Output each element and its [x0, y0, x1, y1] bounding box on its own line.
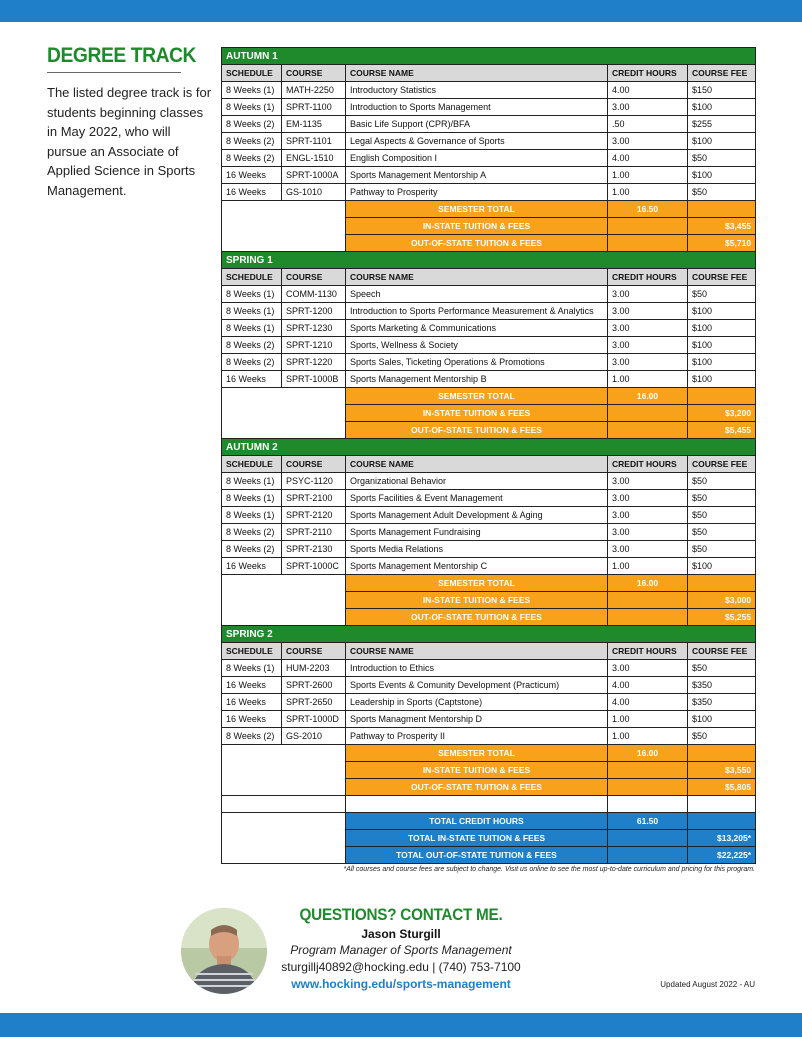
column-header-credits: CREDIT HOURS: [608, 456, 688, 473]
in-state-value: $3,455: [688, 218, 756, 235]
course-row: [222, 490, 756, 507]
course-row: [222, 694, 756, 711]
semester-title: AUTUMN 2: [222, 439, 756, 456]
spacer-row: [222, 796, 756, 813]
in-state-label: IN-STATE TUITION & FEES: [346, 762, 608, 779]
course-fee: $50: [688, 507, 756, 524]
column-header-schedule: SCHEDULE: [222, 269, 282, 286]
column-header-row: [222, 643, 756, 660]
course-schedule: 8 Weeks (1): [222, 507, 282, 524]
degree-track-table: [221, 47, 756, 864]
course-name: Introductory Statistics: [346, 82, 608, 99]
out-state-empty: [608, 422, 688, 439]
course-schedule: 8 Weeks (1): [222, 303, 282, 320]
blank-cell: [222, 388, 346, 439]
contact-name: Jason Sturgill: [361, 927, 441, 941]
out-state-label: OUT-OF-STATE TUITION & FEES: [346, 235, 608, 252]
course-row: [222, 541, 756, 558]
course-course: SPRT-1000C: [282, 558, 346, 575]
semester-total-row: [222, 575, 756, 592]
course-fee: $50: [688, 473, 756, 490]
course-course: SPRT-1101: [282, 133, 346, 150]
semester-total-empty: [688, 575, 756, 592]
blank-cell: [222, 745, 346, 796]
semester-total-row: [222, 388, 756, 405]
in-state-label: IN-STATE TUITION & FEES: [346, 218, 608, 235]
course-name: Pathway to Prosperity II: [346, 728, 608, 745]
course-name: Sports Events & Comunity Development (Practicum): [346, 677, 608, 694]
course-schedule: 8 Weeks (2): [222, 116, 282, 133]
course-name: Introduction to Sports Management: [346, 99, 608, 116]
course-course: SPRT-1000D: [282, 711, 346, 728]
course-name: Sports Marketing & Communications: [346, 320, 608, 337]
course-schedule: 16 Weeks: [222, 371, 282, 388]
course-course: SPRT-1000B: [282, 371, 346, 388]
course-course: SPRT-1230: [282, 320, 346, 337]
contact-block: [276, 905, 526, 991]
course-row: [222, 660, 756, 677]
course-name: Sports Management Mentorship C: [346, 558, 608, 575]
course-fee: $50: [688, 660, 756, 677]
total-out-state-empty: [608, 847, 688, 864]
column-header-fee: COURSE FEE: [688, 456, 756, 473]
course-row: [222, 320, 756, 337]
out-state-value: $5,455: [688, 422, 756, 439]
total-out-state-value: $22,225*: [688, 847, 756, 864]
course-row: [222, 337, 756, 354]
course-course: PSYC-1120: [282, 473, 346, 490]
course-schedule: 8 Weeks (1): [222, 82, 282, 99]
in-state-value: $3,200: [688, 405, 756, 422]
total-in-state-empty: [608, 830, 688, 847]
course-course: SPRT-1200: [282, 303, 346, 320]
semester-total-label: SEMESTER TOTAL: [346, 201, 608, 218]
course-course: ENGL-1510: [282, 150, 346, 167]
course-course: HUM-2203: [282, 660, 346, 677]
course-fee: $50: [688, 541, 756, 558]
spacer-cell: [608, 796, 688, 813]
course-course: SPRT-1220: [282, 354, 346, 371]
course-credits: 1.00: [608, 558, 688, 575]
course-name: Sports Facilities & Event Management: [346, 490, 608, 507]
course-course: SPRT-2110: [282, 524, 346, 541]
course-fee: $50: [688, 490, 756, 507]
course-schedule: 8 Weeks (1): [222, 99, 282, 116]
out-state-value: $5,710: [688, 235, 756, 252]
course-course: GS-1010: [282, 184, 346, 201]
course-row: [222, 524, 756, 541]
course-schedule: 8 Weeks (1): [222, 320, 282, 337]
course-schedule: 8 Weeks (1): [222, 473, 282, 490]
column-header-credits: CREDIT HOURS: [608, 643, 688, 660]
spacer-cell: [222, 796, 346, 813]
course-row: [222, 99, 756, 116]
course-schedule: 8 Weeks (1): [222, 490, 282, 507]
column-header-course: COURSE: [282, 65, 346, 82]
contact-photo: [181, 908, 267, 994]
column-header-name: COURSE NAME: [346, 65, 608, 82]
in-state-label: IN-STATE TUITION & FEES: [346, 405, 608, 422]
sidebar: [47, 44, 212, 200]
semester-total-label: SEMESTER TOTAL: [346, 745, 608, 762]
semester-header: [222, 439, 756, 456]
semester-total-value: 16.00: [608, 575, 688, 592]
total-credit-label: TOTAL CREDIT HOURS: [346, 813, 608, 830]
course-schedule: 8 Weeks (1): [222, 660, 282, 677]
semester-total-value: 16.50: [608, 201, 688, 218]
course-fee: $50: [688, 524, 756, 541]
course-name: Pathway to Prosperity: [346, 184, 608, 201]
updated-note: Updated August 2022 - AU: [660, 980, 755, 989]
course-course: SPRT-2130: [282, 541, 346, 558]
bottom-banner: [0, 1013, 802, 1037]
course-fee: $50: [688, 184, 756, 201]
column-header-credits: CREDIT HOURS: [608, 65, 688, 82]
out-state-value: $5,255: [688, 609, 756, 626]
semester-total-label: SEMESTER TOTAL: [346, 575, 608, 592]
in-state-label: IN-STATE TUITION & FEES: [346, 592, 608, 609]
semester-title: SPRING 2: [222, 626, 756, 643]
course-fee: $50: [688, 728, 756, 745]
contact-email-phone[interactable]: sturgillj40892@hocking.edu | (740) 753-7100: [281, 960, 521, 974]
course-fee: $100: [688, 99, 756, 116]
semester-total-value: 16.00: [608, 388, 688, 405]
course-name: Organizational Behavior: [346, 473, 608, 490]
contact-website-link[interactable]: www.hocking.edu/sports-management: [291, 977, 511, 991]
course-row: [222, 558, 756, 575]
course-schedule: 8 Weeks (2): [222, 133, 282, 150]
semester-title: AUTUMN 1: [222, 48, 756, 65]
course-credits: 1.00: [608, 371, 688, 388]
course-credits: 3.00: [608, 99, 688, 116]
course-credits: 4.00: [608, 677, 688, 694]
course-name: Speech: [346, 286, 608, 303]
top-banner: [0, 0, 802, 22]
course-name: Basic Life Support (CPR)/BFA: [346, 116, 608, 133]
total-in-state-value: $13,205*: [688, 830, 756, 847]
page-title: DEGREE TRACK: [47, 44, 197, 67]
semester-title: SPRING 1: [222, 252, 756, 269]
title-divider: [47, 72, 181, 73]
course-schedule: 16 Weeks: [222, 694, 282, 711]
course-fee: $50: [688, 286, 756, 303]
course-row: [222, 184, 756, 201]
course-name: Sports Management Mentorship A: [346, 167, 608, 184]
course-row: [222, 303, 756, 320]
course-course: SPRT-1210: [282, 337, 346, 354]
course-name: Legal Aspects & Governance of Sports: [346, 133, 608, 150]
course-row: [222, 133, 756, 150]
course-name: Introduction to Sports Performance Measurement & Analytics: [346, 303, 608, 320]
footnote: *All courses and course fees are subject to change. Visit us online to see the most up-to-date curriculum and pricing for this program.: [343, 866, 755, 873]
course-schedule: 8 Weeks (2): [222, 354, 282, 371]
course-row: [222, 711, 756, 728]
column-header-fee: COURSE FEE: [688, 643, 756, 660]
course-fee: $350: [688, 694, 756, 711]
course-schedule: 16 Weeks: [222, 167, 282, 184]
course-schedule: 8 Weeks (1): [222, 286, 282, 303]
course-credits: .50: [608, 116, 688, 133]
course-row: [222, 167, 756, 184]
course-name: Sports Sales, Ticketing Operations & Promotions: [346, 354, 608, 371]
blank-cell: [222, 575, 346, 626]
course-credits: 4.00: [608, 150, 688, 167]
spacer-cell: [346, 796, 608, 813]
course-credits: 3.00: [608, 660, 688, 677]
out-state-empty: [608, 609, 688, 626]
course-schedule: 16 Weeks: [222, 184, 282, 201]
course-credits: 1.00: [608, 711, 688, 728]
course-credits: 3.00: [608, 133, 688, 150]
total-credit-row: [222, 813, 756, 830]
course-name: Leadership in Sports (Captstone): [346, 694, 608, 711]
course-schedule: 16 Weeks: [222, 558, 282, 575]
course-fee: $100: [688, 320, 756, 337]
course-credits: 4.00: [608, 82, 688, 99]
column-header-schedule: SCHEDULE: [222, 65, 282, 82]
contact-title: QUESTIONS? CONTACT ME.: [299, 905, 503, 924]
column-header-row: [222, 269, 756, 286]
course-fee: $100: [688, 711, 756, 728]
course-credits: 3.00: [608, 490, 688, 507]
course-fee: $100: [688, 354, 756, 371]
course-course: SPRT-2600: [282, 677, 346, 694]
course-row: [222, 354, 756, 371]
course-schedule: 16 Weeks: [222, 711, 282, 728]
course-credits: 3.00: [608, 303, 688, 320]
course-schedule: 8 Weeks (2): [222, 150, 282, 167]
course-credits: 3.00: [608, 524, 688, 541]
total-credit-value: 61.50: [608, 813, 688, 830]
column-header-name: COURSE NAME: [346, 269, 608, 286]
intro-text: The listed degree track is for students beginning classes in May 2022, who will pursue an Associate of Applied Science in Sports Management.: [47, 85, 212, 198]
course-row: [222, 677, 756, 694]
course-credits: 3.00: [608, 507, 688, 524]
semester-header: [222, 252, 756, 269]
contact-role: Program Manager of Sports Management: [290, 943, 512, 957]
column-header-name: COURSE NAME: [346, 643, 608, 660]
total-out-state-label: TOTAL OUT-OF-STATE TUITION & FEES: [346, 847, 608, 864]
total-credit-empty: [688, 813, 756, 830]
course-credits: 3.00: [608, 354, 688, 371]
course-fee: $50: [688, 150, 756, 167]
semester-header: [222, 626, 756, 643]
out-state-empty: [608, 779, 688, 796]
course-course: EM-1135: [282, 116, 346, 133]
column-header-row: [222, 456, 756, 473]
out-state-label: OUT-OF-STATE TUITION & FEES: [346, 779, 608, 796]
semester-total-row: [222, 201, 756, 218]
total-in-state-label: TOTAL IN-STATE TUITION & FEES: [346, 830, 608, 847]
course-credits: 1.00: [608, 728, 688, 745]
course-row: [222, 286, 756, 303]
semester-total-row: [222, 745, 756, 762]
course-row: [222, 82, 756, 99]
course-credits: 3.00: [608, 286, 688, 303]
out-state-label: OUT-OF-STATE TUITION & FEES: [346, 609, 608, 626]
course-row: [222, 507, 756, 524]
column-header-row: [222, 65, 756, 82]
course-course: SPRT-1000A: [282, 167, 346, 184]
course-fee: $255: [688, 116, 756, 133]
course-schedule: 8 Weeks (2): [222, 728, 282, 745]
course-name: Introduction to Ethics: [346, 660, 608, 677]
spacer-cell: [688, 796, 756, 813]
course-credits: 3.00: [608, 320, 688, 337]
column-header-schedule: SCHEDULE: [222, 456, 282, 473]
out-state-value: $5,805: [688, 779, 756, 796]
course-fee: $100: [688, 303, 756, 320]
course-course: SPRT-2650: [282, 694, 346, 711]
semester-total-empty: [688, 201, 756, 218]
course-row: [222, 116, 756, 133]
course-name: Sports Management Adult Development & Aging: [346, 507, 608, 524]
course-credits: 3.00: [608, 337, 688, 354]
in-state-empty: [608, 218, 688, 235]
out-state-label: OUT-OF-STATE TUITION & FEES: [346, 422, 608, 439]
course-credits: 1.00: [608, 184, 688, 201]
course-fee: $100: [688, 167, 756, 184]
course-name: Sports Managment Mentorship D: [346, 711, 608, 728]
semester-header: [222, 48, 756, 65]
course-credits: 3.00: [608, 473, 688, 490]
course-course: GS-2010: [282, 728, 346, 745]
course-credits: 3.00: [608, 541, 688, 558]
course-fee: $100: [688, 558, 756, 575]
course-fee: $150: [688, 82, 756, 99]
column-header-credits: CREDIT HOURS: [608, 269, 688, 286]
course-schedule: 16 Weeks: [222, 677, 282, 694]
course-name: Sports, Wellness & Society: [346, 337, 608, 354]
column-header-schedule: SCHEDULE: [222, 643, 282, 660]
course-course: SPRT-2100: [282, 490, 346, 507]
course-course: COMM-1130: [282, 286, 346, 303]
course-row: [222, 473, 756, 490]
course-fee: $100: [688, 133, 756, 150]
blank-cell: [222, 813, 346, 864]
column-header-course: COURSE: [282, 456, 346, 473]
course-schedule: 8 Weeks (2): [222, 524, 282, 541]
course-name: English Composition I: [346, 150, 608, 167]
out-state-empty: [608, 235, 688, 252]
course-credits: 4.00: [608, 694, 688, 711]
column-header-fee: COURSE FEE: [688, 269, 756, 286]
in-state-value: $3,550: [688, 762, 756, 779]
course-course: SPRT-2120: [282, 507, 346, 524]
course-fee: $100: [688, 337, 756, 354]
column-header-course: COURSE: [282, 643, 346, 660]
blank-cell: [222, 201, 346, 252]
course-course: MATH-2250: [282, 82, 346, 99]
column-header-fee: COURSE FEE: [688, 65, 756, 82]
course-name: Sports Management Fundraising: [346, 524, 608, 541]
in-state-empty: [608, 762, 688, 779]
semester-total-empty: [688, 388, 756, 405]
course-schedule: 8 Weeks (2): [222, 337, 282, 354]
column-header-course: COURSE: [282, 269, 346, 286]
course-fee: $350: [688, 677, 756, 694]
course-row: [222, 728, 756, 745]
semester-total-label: SEMESTER TOTAL: [346, 388, 608, 405]
course-credits: 1.00: [608, 167, 688, 184]
in-state-value: $3,000: [688, 592, 756, 609]
course-schedule: 8 Weeks (2): [222, 541, 282, 558]
semester-total-empty: [688, 745, 756, 762]
semester-total-value: 16.00: [608, 745, 688, 762]
in-state-empty: [608, 592, 688, 609]
course-course: SPRT-1100: [282, 99, 346, 116]
course-row: [222, 150, 756, 167]
column-header-name: COURSE NAME: [346, 456, 608, 473]
course-name: Sports Management Mentorship B: [346, 371, 608, 388]
course-row: [222, 371, 756, 388]
course-fee: $100: [688, 371, 756, 388]
in-state-empty: [608, 405, 688, 422]
course-name: Sports Media Relations: [346, 541, 608, 558]
